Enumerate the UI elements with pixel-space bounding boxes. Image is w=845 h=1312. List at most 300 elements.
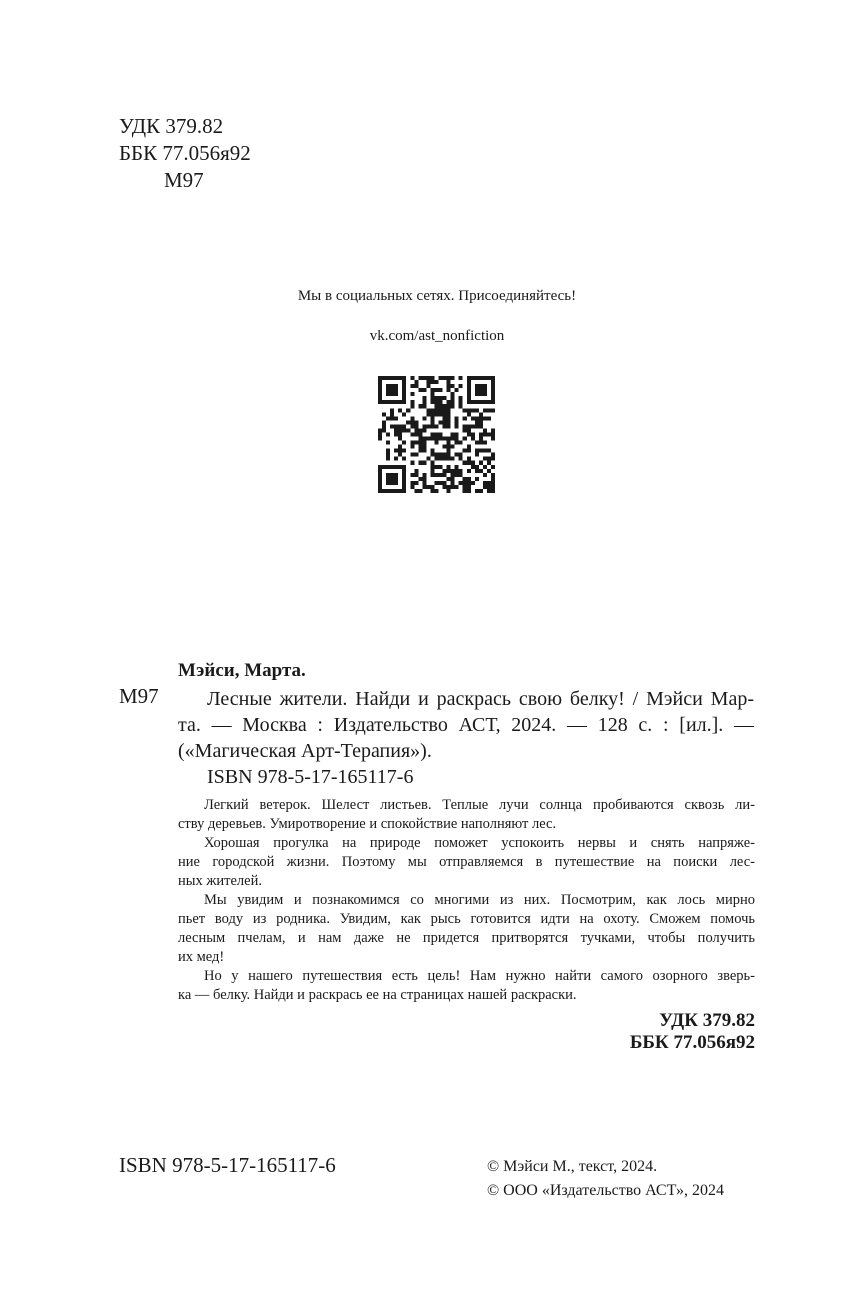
qr-module <box>402 457 406 461</box>
qr-module <box>475 400 479 404</box>
qr-module <box>430 400 434 404</box>
qr-module <box>382 465 386 469</box>
qr-module <box>443 485 447 489</box>
qr-module <box>426 380 430 384</box>
qr-module <box>378 380 382 384</box>
qr-module <box>386 457 390 461</box>
qr-module <box>455 432 459 436</box>
qr-code-icon[interactable] <box>378 376 495 493</box>
qr-module <box>394 449 398 453</box>
qr-module <box>463 424 467 428</box>
qr-module <box>410 420 414 424</box>
qr-module <box>386 453 390 457</box>
qr-module <box>459 457 463 461</box>
qr-module <box>443 420 447 424</box>
qr-module <box>455 485 459 489</box>
qr-module <box>402 380 406 384</box>
qr-module <box>459 441 463 445</box>
qr-module <box>475 441 479 445</box>
qr-module <box>394 424 398 428</box>
qr-module <box>414 489 418 493</box>
qr-module <box>491 481 495 485</box>
qr-module <box>382 424 386 428</box>
qr-module <box>479 412 483 416</box>
qr-module <box>398 465 402 469</box>
qr-module <box>402 400 406 404</box>
qr-module <box>426 412 430 416</box>
qr-module <box>402 396 406 400</box>
qr-module <box>451 485 455 489</box>
qr-module <box>475 388 479 392</box>
qr-module <box>455 441 459 445</box>
annotation-line: ству деревьев. Умиротворение и спокойствие наполняют лес. <box>178 816 557 832</box>
qr-module <box>434 400 438 404</box>
qr-module <box>487 489 491 493</box>
qr-module <box>467 408 471 412</box>
qr-module <box>491 432 495 436</box>
qr-module <box>479 388 483 392</box>
qr-module <box>378 473 382 477</box>
qr-module <box>471 424 475 428</box>
qr-module <box>483 376 487 380</box>
qr-module <box>390 416 394 420</box>
qr-module <box>398 437 402 441</box>
qr-module <box>430 437 434 441</box>
bib-line: Лесные жители. Найди и раскрась свою белку! / Мэйси Мар- <box>207 688 754 710</box>
qr-module <box>410 392 414 396</box>
qr-module <box>378 400 382 404</box>
qr-module <box>410 485 414 489</box>
qr-module <box>430 469 434 473</box>
qr-module <box>475 453 479 457</box>
qr-module <box>491 457 495 461</box>
qr-module <box>422 449 426 453</box>
qr-module <box>447 388 451 392</box>
qr-module <box>447 485 451 489</box>
qr-module <box>386 465 390 469</box>
qr-module <box>394 428 398 432</box>
qr-module <box>443 457 447 461</box>
qr-module <box>443 445 447 449</box>
qr-module <box>459 376 463 380</box>
bib-line: та. — Москва : Издательство АСТ, 2024. — 128 с. : [ил.]. — <box>178 714 754 736</box>
qr-module <box>471 400 475 404</box>
qr-module <box>471 481 475 485</box>
qr-module <box>455 416 459 420</box>
qr-module <box>422 416 426 420</box>
qr-module <box>483 408 487 412</box>
qr-module <box>479 392 483 396</box>
qr-module <box>406 428 410 432</box>
qr-module <box>467 376 471 380</box>
qr-module <box>422 424 426 428</box>
qr-module <box>390 388 394 392</box>
qr-module <box>410 453 414 457</box>
qr-module <box>434 424 438 428</box>
qr-module <box>430 376 434 380</box>
qr-module <box>434 457 438 461</box>
qr-module <box>455 420 459 424</box>
qr-module <box>386 388 390 392</box>
qr-module <box>471 432 475 436</box>
qr-module <box>451 392 455 396</box>
qr-module <box>447 412 451 416</box>
qr-module <box>487 400 491 404</box>
qr-module <box>459 384 463 388</box>
qr-module <box>434 489 438 493</box>
qr-module <box>402 485 406 489</box>
qr-module <box>422 388 426 392</box>
annotation-line: Легкий ветерок. Шелест листьев. Теплые лучи солнца пробиваются сквозь ли- <box>204 797 755 813</box>
annotation <box>178 796 755 1005</box>
qr-module <box>447 465 451 469</box>
qr-module <box>410 404 414 408</box>
copyright-publisher: © ООО «Издательство АСТ», 2024 <box>487 1182 724 1199</box>
qr-module <box>430 465 434 469</box>
qr-module <box>467 461 471 465</box>
qr-module <box>463 428 467 432</box>
qr-module <box>459 473 463 477</box>
qr-module <box>439 473 443 477</box>
qr-module <box>390 481 394 485</box>
qr-module <box>467 380 471 384</box>
qr-module <box>410 461 414 465</box>
qr-module <box>390 384 394 388</box>
qr-module <box>443 437 447 441</box>
qr-module <box>402 388 406 392</box>
qr-module <box>378 465 382 469</box>
qr-module <box>434 432 438 436</box>
qr-module <box>455 453 459 457</box>
qr-module <box>382 412 386 416</box>
qr-module <box>483 384 487 388</box>
qr-module <box>487 485 491 489</box>
qr-module <box>491 465 495 469</box>
qr-module <box>430 473 434 477</box>
qr-module <box>390 376 394 380</box>
qr-module <box>390 473 394 477</box>
qr-module <box>491 485 495 489</box>
qr-module <box>394 481 398 485</box>
qr-module <box>422 477 426 481</box>
qr-module <box>378 477 382 481</box>
qr-module <box>483 449 487 453</box>
qr-module <box>439 420 443 424</box>
qr-module <box>483 485 487 489</box>
qr-module <box>430 380 434 384</box>
qr-module <box>447 477 451 481</box>
qr-module <box>394 489 398 493</box>
qr-module <box>459 396 463 400</box>
qr-module <box>447 420 451 424</box>
qr-module <box>483 388 487 392</box>
qr-module <box>414 432 418 436</box>
qr-module <box>410 416 414 420</box>
qr-module <box>426 424 430 428</box>
qr-module <box>463 416 467 420</box>
qr-module <box>487 449 491 453</box>
qr-module <box>398 432 402 436</box>
qr-module <box>479 420 483 424</box>
qr-module <box>467 384 471 388</box>
qr-module <box>451 437 455 441</box>
qr-module <box>491 453 495 457</box>
qr-module <box>443 396 447 400</box>
qr-module <box>402 481 406 485</box>
qr-module <box>378 489 382 493</box>
qr-module <box>479 416 483 420</box>
qr-module <box>467 400 471 404</box>
qr-module <box>491 408 495 412</box>
qr-module <box>398 428 402 432</box>
qr-module <box>491 392 495 396</box>
qr-module <box>443 473 447 477</box>
qr-module <box>443 453 447 457</box>
qr-module <box>455 424 459 428</box>
qr-module <box>398 449 402 453</box>
qr-module <box>467 449 471 453</box>
qr-module <box>430 485 434 489</box>
qr-module <box>467 392 471 396</box>
qr-module <box>386 489 390 493</box>
qr-module <box>398 489 402 493</box>
qr-code-graphic <box>378 376 495 493</box>
qr-module <box>426 485 430 489</box>
bib-description <box>178 686 754 764</box>
qr-module <box>418 432 422 436</box>
qr-module <box>418 376 422 380</box>
qr-module <box>475 376 479 380</box>
qr-module <box>467 428 471 432</box>
qr-module <box>378 392 382 396</box>
qr-module <box>430 392 434 396</box>
qr-module <box>410 432 414 436</box>
qr-module <box>378 384 382 388</box>
qr-module <box>491 477 495 481</box>
qr-module <box>386 441 390 445</box>
qr-module <box>382 428 386 432</box>
qr-module <box>422 400 426 404</box>
qr-module <box>447 424 451 428</box>
qr-module <box>447 384 451 388</box>
qr-module <box>414 481 418 485</box>
annotation-line: пьет воду из родника. Увидим, как рысь готовится идти на охоту. Сможем помочь <box>178 911 755 927</box>
qr-module <box>491 437 495 441</box>
qr-module <box>475 424 479 428</box>
qr-module <box>455 465 459 469</box>
udk-code: УДК 379.82 <box>119 114 224 138</box>
qr-module <box>430 461 434 465</box>
qr-module <box>491 400 495 404</box>
qr-module <box>402 469 406 473</box>
qr-module <box>394 384 398 388</box>
social-link[interactable]: vk.com/ast_nonfiction <box>369 328 505 344</box>
qr-module <box>398 400 402 404</box>
qr-module <box>390 400 394 404</box>
qr-module <box>414 380 418 384</box>
qr-module <box>394 473 398 477</box>
qr-module <box>434 408 438 412</box>
qr-module <box>430 489 434 493</box>
qr-module <box>475 392 479 396</box>
qr-module <box>447 416 451 420</box>
qr-module <box>455 388 459 392</box>
qr-module <box>430 408 434 412</box>
qr-module <box>451 457 455 461</box>
qr-module <box>418 445 422 449</box>
qr-module <box>434 412 438 416</box>
qr-module <box>483 400 487 404</box>
qr-module <box>483 457 487 461</box>
qr-module <box>378 437 382 441</box>
qr-module <box>386 477 390 481</box>
qr-module <box>398 424 402 428</box>
qr-module <box>382 420 386 424</box>
qr-module <box>398 453 402 457</box>
qr-module <box>439 400 443 404</box>
qr-module <box>402 376 406 380</box>
qr-module <box>378 428 382 432</box>
qr-module <box>414 424 418 428</box>
qr-module <box>475 408 479 412</box>
qr-module <box>378 396 382 400</box>
qr-module <box>382 376 386 380</box>
qr-module <box>491 396 495 400</box>
qr-module <box>414 441 418 445</box>
annotation-line: лесным пчелам, и нам даже не придется притворятся тучками, чтобы получить <box>178 930 755 946</box>
qr-module <box>447 400 451 404</box>
qr-module <box>386 416 390 420</box>
qr-module <box>467 477 471 481</box>
qr-module <box>439 404 443 408</box>
qr-module <box>402 449 406 453</box>
qr-module <box>439 408 443 412</box>
qr-module <box>390 424 394 428</box>
qr-module <box>382 489 386 493</box>
qr-module <box>451 376 455 380</box>
qr-module <box>471 437 475 441</box>
annotation-line: Но у нашего путешествия есть цель! Нам нужно найти самого озорного зверь- <box>204 968 755 984</box>
qr-module <box>487 481 491 485</box>
qr-module <box>467 481 471 485</box>
qr-module <box>402 489 406 493</box>
qr-module <box>467 489 471 493</box>
qr-module <box>386 473 390 477</box>
qr-module <box>418 437 422 441</box>
author-mark: М97 <box>164 168 204 192</box>
qr-module <box>487 461 491 465</box>
qr-module <box>402 384 406 388</box>
qr-module <box>418 428 422 432</box>
qr-module <box>467 457 471 461</box>
classification-bbk: ББК 77.056я92 <box>629 1032 755 1053</box>
bib-line: («Магическая Арт-Терапия»). <box>178 740 432 762</box>
qr-module <box>430 388 434 392</box>
qr-module <box>434 453 438 457</box>
bib-author: Мэйси, Марта. <box>178 660 306 681</box>
qr-module <box>394 416 398 420</box>
annotation-line: ных жителей. <box>178 873 262 889</box>
qr-module <box>467 388 471 392</box>
qr-module <box>447 380 451 384</box>
qr-module <box>414 420 418 424</box>
qr-module <box>487 416 491 420</box>
qr-module <box>439 465 443 469</box>
qr-module <box>487 432 491 436</box>
bbk-code: ББК 77.056я92 <box>119 141 251 165</box>
qr-module <box>479 424 483 428</box>
qr-module <box>390 489 394 493</box>
qr-module <box>443 376 447 380</box>
qr-module <box>406 408 410 412</box>
qr-module <box>491 376 495 380</box>
qr-module <box>471 461 475 465</box>
qr-module <box>434 473 438 477</box>
qr-module <box>451 396 455 400</box>
qr-module <box>422 441 426 445</box>
annotation-line: Мы увидим и познакомимся со многими из них. Посмотрим, как лось мирно <box>204 892 755 908</box>
qr-module <box>447 469 451 473</box>
qr-module <box>402 465 406 469</box>
qr-module <box>463 461 467 465</box>
qr-module <box>443 424 447 428</box>
qr-module <box>410 441 414 445</box>
qr-module <box>390 412 394 416</box>
qr-module <box>451 384 455 388</box>
qr-module <box>394 477 398 481</box>
qr-module <box>422 461 426 465</box>
qr-module <box>434 465 438 469</box>
qr-module <box>426 437 430 441</box>
bib-author-mark: М97 <box>119 684 159 708</box>
qr-module <box>487 457 491 461</box>
qr-module <box>479 400 483 404</box>
qr-module <box>426 457 430 461</box>
qr-module <box>386 481 390 485</box>
qr-module <box>378 376 382 380</box>
qr-module <box>430 453 434 457</box>
qr-module <box>467 412 471 416</box>
qr-module <box>475 449 479 453</box>
qr-module <box>422 404 426 408</box>
qr-module <box>479 376 483 380</box>
classification-udk: УДК 379.82 <box>659 1010 755 1031</box>
qr-module <box>422 437 426 441</box>
qr-module <box>463 481 467 485</box>
social-caption: Мы в социальных сетях. Присоединяйтесь! <box>297 288 577 304</box>
qr-module <box>479 441 483 445</box>
qr-module <box>394 457 398 461</box>
qr-module <box>471 408 475 412</box>
qr-module <box>394 388 398 392</box>
qr-module <box>386 376 390 380</box>
qr-module <box>463 437 467 441</box>
qr-module <box>422 428 426 432</box>
qr-module <box>467 396 471 400</box>
qr-module <box>443 404 447 408</box>
qr-module <box>422 396 426 400</box>
qr-module <box>451 477 455 481</box>
qr-module <box>378 388 382 392</box>
qr-module <box>434 404 438 408</box>
qr-module <box>398 445 402 449</box>
qr-module <box>463 408 467 412</box>
qr-module <box>434 441 438 445</box>
qr-module <box>459 400 463 404</box>
qr-module <box>479 384 483 388</box>
qr-module <box>447 445 451 449</box>
annotation-line: ка — белку. Найди и раскрась ее на страницах нашей раскраски. <box>178 987 577 1003</box>
